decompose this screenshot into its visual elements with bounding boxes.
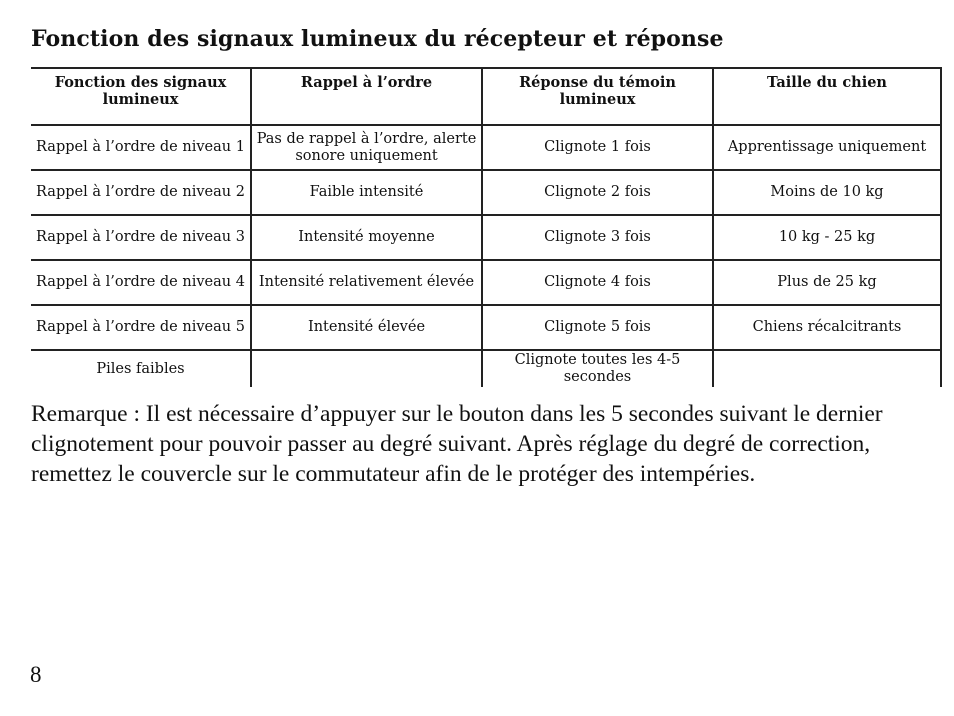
remark-paragraph: Remarque : Il est nécessaire d’appuyer sur le bouton dans les 5 secondes suivant le dernier clignotement pour pouvoir passer au degré suivant. Après réglage du degré de correction, remettez le couvercle sur le commutateur afin de le protéger des intempéries.	[31, 401, 883, 487]
table-cell	[251, 350, 482, 387]
table-cell: Apprentissage uniquement	[713, 125, 941, 170]
table-cell: 10 kg - 25 kg	[713, 215, 941, 260]
table-header	[31, 68, 941, 125]
table-cell: Clignote 3 fois	[482, 215, 713, 260]
table-cell: Plus de 25 kg	[713, 260, 941, 305]
table-cell: Rappel à l’ordre de niveau 3	[31, 215, 251, 260]
table-cell: Pas de rappel à l’ordre, alerte sonore uniquement	[251, 125, 482, 170]
table-cell: Clignote 2 fois	[482, 170, 713, 215]
table-cell: Intensité élevée	[251, 305, 482, 350]
table-row	[31, 260, 941, 305]
table-body	[31, 125, 941, 387]
signal-function-table	[31, 67, 942, 387]
table-row	[31, 215, 941, 260]
table-cell	[713, 350, 941, 387]
header-correction: Rappel à l’ordre	[251, 68, 482, 125]
table-cell: Moins de 10 kg	[713, 170, 941, 215]
table-cell: Chiens récalcitrants	[713, 305, 941, 350]
table-row	[31, 305, 941, 350]
table-cell: Piles faibles	[31, 350, 251, 387]
page-number: 8	[30, 662, 42, 687]
table-cell: Rappel à l’ordre de niveau 5	[31, 305, 251, 350]
table-header-row	[31, 68, 941, 125]
signal-function-table-container	[31, 67, 927, 387]
table-cell: Intensité moyenne	[251, 215, 482, 260]
table-row	[31, 170, 941, 215]
table-cell: Intensité relativement élevée	[251, 260, 482, 305]
table-cell: Clignote 4 fois	[482, 260, 713, 305]
table-row	[31, 350, 941, 387]
table-cell: Faible intensité	[251, 170, 482, 215]
table-cell: Rappel à l’ordre de niveau 2	[31, 170, 251, 215]
header-indicator-response: Réponse du témoin lumineux	[482, 68, 713, 125]
table-row	[31, 125, 941, 170]
table-cell: Clignote 1 fois	[482, 125, 713, 170]
table-cell: Clignote toutes les 4-5 secondes	[482, 350, 713, 387]
table-cell: Rappel à l’ordre de niveau 1	[31, 125, 251, 170]
header-signal-function: Fonction des signaux lumineux	[31, 68, 251, 125]
table-cell: Clignote 5 fois	[482, 305, 713, 350]
table-cell: Rappel à l’ordre de niveau 4	[31, 260, 251, 305]
page-title: Fonction des signaux lumineux du récepteur et réponse	[31, 26, 724, 52]
header-dog-size: Taille du chien	[713, 68, 941, 125]
